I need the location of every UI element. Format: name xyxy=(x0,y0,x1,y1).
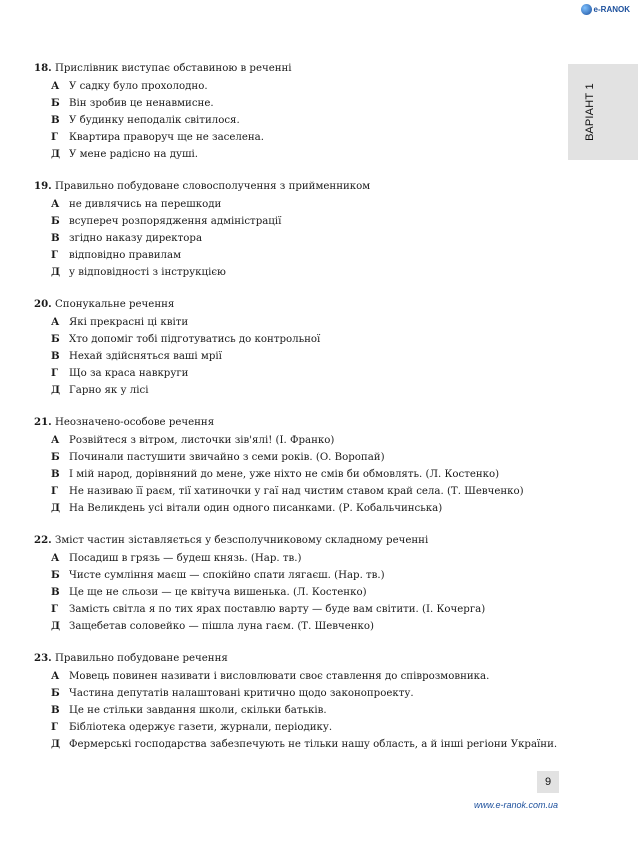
variant-label: ВАРІАНТ 1 xyxy=(584,83,596,141)
option-letter: Г xyxy=(51,367,59,379)
answer-option-a xyxy=(34,196,562,213)
option-text: не дивлячись на перешкоди xyxy=(69,199,222,210)
option-letter: Б xyxy=(51,451,60,463)
option-text: у відповідності з інструкцією xyxy=(69,267,226,278)
option-letter: А xyxy=(51,80,60,92)
option-letter: В xyxy=(51,468,60,480)
globe-icon xyxy=(581,4,592,15)
question-heading xyxy=(34,60,562,78)
option-text: У мене радісно на душі. xyxy=(69,149,198,160)
answer-option-h xyxy=(34,719,562,736)
option-text: Які прекрасні ці квіти xyxy=(69,317,189,328)
website-link[interactable]: www.e-ranok.com.ua xyxy=(473,800,558,810)
option-letter: Д xyxy=(51,502,61,514)
answer-option-v xyxy=(34,348,562,365)
question-18 xyxy=(34,60,562,163)
question-21 xyxy=(34,414,562,517)
publisher-logo-text: e-RANOK xyxy=(593,5,630,14)
option-letter: А xyxy=(51,434,60,446)
variant-side-tab xyxy=(568,64,638,160)
answer-option-a xyxy=(34,78,562,95)
option-text: всупереч розпорядження адміністрації xyxy=(69,216,282,227)
question-number: 19. xyxy=(34,180,52,192)
option-letter: Г xyxy=(51,131,59,143)
option-text: Замість світла я по тих ярах поставлю варту — буде вам світити. (І. Кочерга) xyxy=(69,604,486,615)
question-number: 22. xyxy=(34,534,52,546)
option-text: Чисте сумління маєш — спокійно спати лягаєш. (Нар. тв.) xyxy=(69,570,385,581)
answer-option-h xyxy=(34,365,562,382)
answer-option-b xyxy=(34,331,562,348)
questions-list xyxy=(34,60,562,768)
option-text: Розвійтеся з вітром, листочки зів'ялі! (І. Франко) xyxy=(69,435,335,446)
option-letter: А xyxy=(51,316,60,328)
question-prompt: Спонукальне речення xyxy=(54,299,175,310)
answer-option-a xyxy=(34,550,562,567)
question-number: 21. xyxy=(34,416,52,428)
question-heading xyxy=(34,414,562,432)
option-letter: Б xyxy=(51,333,60,345)
question-heading xyxy=(34,178,562,196)
question-number: 20. xyxy=(34,298,52,310)
option-text: Він зробив це ненавмисне. xyxy=(69,98,214,109)
question-number: 23. xyxy=(34,652,52,664)
option-text: Що за краса навкруги xyxy=(69,368,189,379)
question-heading xyxy=(34,532,562,550)
question-22 xyxy=(34,532,562,635)
question-prompt: Правильно побудоване словосполучення з прийменником xyxy=(54,181,371,192)
answer-option-h xyxy=(34,247,562,264)
option-letter: А xyxy=(51,552,60,564)
question-heading xyxy=(34,296,562,314)
option-text: Защебетав соловейко — пішла луна гаєм. (Т. Шевченко) xyxy=(69,621,374,632)
option-letter: В xyxy=(51,114,60,126)
question-prompt: Зміст частин зіставляється у безсполучниковому складному реченні xyxy=(54,535,429,546)
option-letter: Б xyxy=(51,569,60,581)
option-letter: В xyxy=(51,586,60,598)
option-letter: А xyxy=(51,198,60,210)
option-text: Фермерські господарства забезпечують не тільки нашу область, а й інші регіони України. xyxy=(69,739,558,750)
option-text: відповідно правилам xyxy=(69,250,181,261)
answer-option-h xyxy=(34,601,562,618)
option-letter: Б xyxy=(51,215,60,227)
question-prompt: Прислівник виступає обставиною в реченні xyxy=(54,63,292,74)
answer-option-d xyxy=(34,736,562,753)
option-letter: Г xyxy=(51,721,59,733)
answer-option-v xyxy=(34,584,562,601)
question-prompt: Правильно побудоване речення xyxy=(54,653,228,664)
option-letter: Д xyxy=(51,738,61,750)
answer-option-a xyxy=(34,314,562,331)
answer-option-v xyxy=(34,230,562,247)
answer-option-v xyxy=(34,466,562,483)
answer-option-h xyxy=(34,129,562,146)
answer-option-v xyxy=(34,112,562,129)
option-text: Гарно як у лісі xyxy=(69,385,149,396)
answer-option-d xyxy=(34,146,562,163)
option-text: І мій народ, дорівняний до мене, уже ніхто не смів би обмовлять. (Л. Костенко) xyxy=(69,469,500,480)
option-letter: Б xyxy=(51,97,60,109)
option-letter: Д xyxy=(51,148,61,160)
answer-option-b xyxy=(34,685,562,702)
option-letter: В xyxy=(51,350,60,362)
question-20 xyxy=(34,296,562,399)
option-letter: А xyxy=(51,670,60,682)
answer-option-b xyxy=(34,95,562,112)
option-text: згідно наказу директора xyxy=(69,233,203,244)
option-text: На Великдень усі вітали один одного писанками. (Р. Кобальчинська) xyxy=(69,503,443,514)
option-letter: Г xyxy=(51,603,59,615)
option-text: Бібліотека одержує газети, журнали, періодику. xyxy=(69,722,333,733)
option-text: Частина депутатів налаштовані критично щодо законопроекту. xyxy=(69,688,414,699)
option-letter: Д xyxy=(51,266,61,278)
question-23 xyxy=(34,650,562,753)
option-text: У будинку неподалік світилося. xyxy=(69,115,240,126)
option-text: Посадиш в грязь — будеш князь. (Нар. тв.) xyxy=(69,553,302,564)
answer-option-b xyxy=(34,213,562,230)
answer-option-a xyxy=(34,668,562,685)
answer-option-d xyxy=(34,500,562,517)
answer-option-d xyxy=(34,382,562,399)
option-letter: В xyxy=(51,704,60,716)
option-text: Мовець повинен називати і висловлювати своє ставлення до співрозмовника. xyxy=(69,671,490,682)
option-text: Нехай здійсняться ваші мрії xyxy=(69,351,222,362)
option-text: У садку було прохолодно. xyxy=(69,81,208,92)
option-letter: В xyxy=(51,232,60,244)
option-text: Починали пастушити звичайно з семи років. (О. Воропай) xyxy=(69,452,385,463)
publisher-logo xyxy=(581,4,630,15)
answer-option-v xyxy=(34,702,562,719)
option-letter: Г xyxy=(51,485,59,497)
answer-option-a xyxy=(34,432,562,449)
question-number: 18. xyxy=(34,62,52,74)
option-letter: Б xyxy=(51,687,60,699)
option-text: Це не стільки завдання школи, скільки батьків. xyxy=(69,705,327,716)
answer-option-b xyxy=(34,567,562,584)
page-number: 9 xyxy=(537,771,559,793)
answer-option-d xyxy=(34,618,562,635)
option-letter: Г xyxy=(51,249,59,261)
option-letter: Д xyxy=(51,384,61,396)
option-text: Хто допоміг тобі підготуватись до контрольної xyxy=(69,334,321,345)
option-text: Не називаю її раєм, тії хатиночки у гаї над чистим ставом край села. (Т. Шевченко) xyxy=(69,486,524,497)
option-letter: Д xyxy=(51,620,61,632)
answer-option-h xyxy=(34,483,562,500)
question-prompt: Неозначено-особове речення xyxy=(54,417,215,428)
option-text: Це ще не сльози — це квітуча вишенька. (Л. Костенко) xyxy=(69,587,367,598)
option-text: Квартира праворуч ще не заселена. xyxy=(69,132,264,143)
answer-option-b xyxy=(34,449,562,466)
answer-option-d xyxy=(34,264,562,281)
question-heading xyxy=(34,650,562,668)
question-19 xyxy=(34,178,562,281)
